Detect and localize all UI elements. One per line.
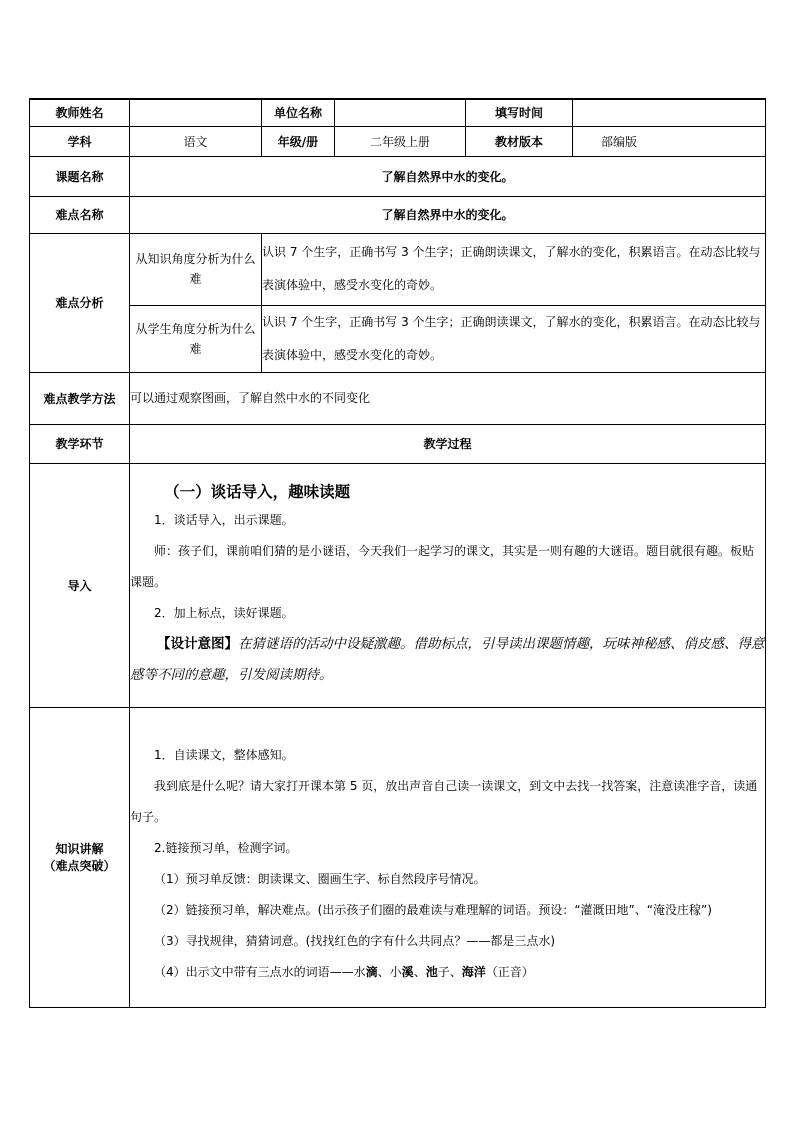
knowledge-content	[130, 707, 766, 1007]
process-header-row	[30, 424, 766, 463]
intro-row	[30, 463, 766, 707]
topic-label: 课题名称	[30, 156, 130, 196]
unit-name-label: 单位名称	[262, 99, 335, 126]
subject-value: 语文	[130, 126, 262, 156]
word-ocean: 海洋	[461, 965, 486, 979]
analysis-student-row	[30, 305, 766, 372]
student-angle-label: 从学生角度分析为什么难	[130, 305, 262, 372]
intro-content	[130, 463, 766, 707]
word-list-prefix: （4）出示文中带有三点水的词语——水	[154, 965, 366, 979]
word-sep: 子、	[437, 965, 462, 979]
knowledge-label-cell	[30, 707, 130, 1007]
word-sep: 、	[413, 965, 426, 979]
design-intent-text: 在猜谜语的活动中设疑激趣。借助标点，引导读出课题情趣，玩味神秘感、俏皮感、得意感等不同的意趣，引发阅读期待。	[130, 636, 765, 683]
method-row	[30, 372, 766, 424]
knowledge-sub-2: （2）链接预习单，解决难点。(出示孩子们圈的最难读与难理解的词语。预设：“灌溉田地”、“淹没庄稼”)	[154, 903, 712, 917]
intro-label: 导入	[30, 463, 130, 707]
knowledge-label-sub: （难点突破）	[43, 859, 116, 873]
topic-value: 了解自然界中水的变化。	[130, 156, 766, 196]
knowledge-label: 知识讲解	[55, 842, 104, 856]
knowledge-step-1: 1．自读课文，整体感知。	[154, 748, 294, 762]
grade-value: 二年级上册	[335, 126, 466, 156]
edition-label: 教材版本	[466, 126, 573, 156]
fill-time-value	[573, 99, 766, 126]
knowledge-sub-4	[130, 957, 765, 988]
difficulty-row	[30, 196, 766, 233]
fill-time-label: 填写时间	[466, 99, 573, 126]
analysis-label: 难点分析	[30, 233, 130, 372]
difficulty-value: 了解自然界中水的变化。	[130, 196, 766, 233]
info-row	[30, 126, 766, 156]
word-list-suffix: （正音）	[485, 965, 534, 979]
lesson-plan-table	[29, 98, 766, 1008]
header-row	[30, 99, 766, 126]
knowledge-angle-text: 认识 7 个生字，正确书写 3 个生字；正确朗读课文，了解水的变化，积累语言。在动态比较与表演体验中，感受水变化的奇妙。	[262, 233, 766, 305]
topic-row	[30, 156, 766, 196]
knowledge-angle-label: 从知识角度分析为什么难	[130, 233, 262, 305]
knowledge-sub-1: （1）预习单反馈：朗读课文、圈画生字、标自然段序号情况。	[154, 872, 486, 886]
knowledge-row	[30, 707, 766, 1007]
teacher-name-value	[130, 99, 262, 126]
intro-heading: （一）谈话导入，趣味读题	[164, 483, 351, 501]
student-angle-text: 认识 7 个生字，正确书写 3 个生字；正确朗读课文，了解水的变化，积累语言。在动态比较与表演体验中，感受水变化的奇妙。	[262, 305, 766, 372]
difficulty-label: 难点名称	[30, 196, 130, 233]
word-drop: 滴	[365, 965, 378, 979]
knowledge-question: 我到底是什么呢？请大家打开课本第 5 页，放出声音自己读一读课文，到文中去找一找答案，注意读准字音，读通句子。	[130, 779, 758, 824]
design-intent-tag: 【设计意图】	[157, 636, 238, 652]
word-pond: 池	[425, 965, 438, 979]
intro-teacher-text: 师：孩子们，课前咱们猜的是小谜语，今天我们一起学习的课文，其实是一则有趣的大谜语。题目就很有趣。板贴课题。	[130, 544, 755, 589]
word-sep: 、小	[377, 965, 402, 979]
method-text: 可以通过观察图画，了解自然中水的不同变化	[130, 372, 766, 424]
process-header: 教学过程	[130, 424, 766, 463]
subject-label: 学科	[30, 126, 130, 156]
unit-name-value	[335, 99, 466, 126]
knowledge-sub-3: （3）寻找规律，猜猜词意。(找找红色的字有什么共同点？——都是三点水)	[154, 934, 556, 948]
knowledge-step-2: 2.链接预习单，检测字词。	[154, 841, 298, 855]
analysis-knowledge-row	[30, 233, 766, 305]
intro-step-2: 2．加上标点，读好课题。	[154, 606, 294, 620]
process-stage-label: 教学环节	[30, 424, 130, 463]
method-label: 难点教学方法	[30, 372, 130, 424]
teacher-name-label: 教师姓名	[30, 99, 130, 126]
grade-label: 年级/册	[262, 126, 335, 156]
word-stream: 溪	[401, 965, 414, 979]
edition-value: 部编版	[573, 126, 766, 156]
intro-design-intent	[130, 629, 765, 691]
intro-step-1: 1．谈话导入，出示课题。	[154, 513, 294, 527]
